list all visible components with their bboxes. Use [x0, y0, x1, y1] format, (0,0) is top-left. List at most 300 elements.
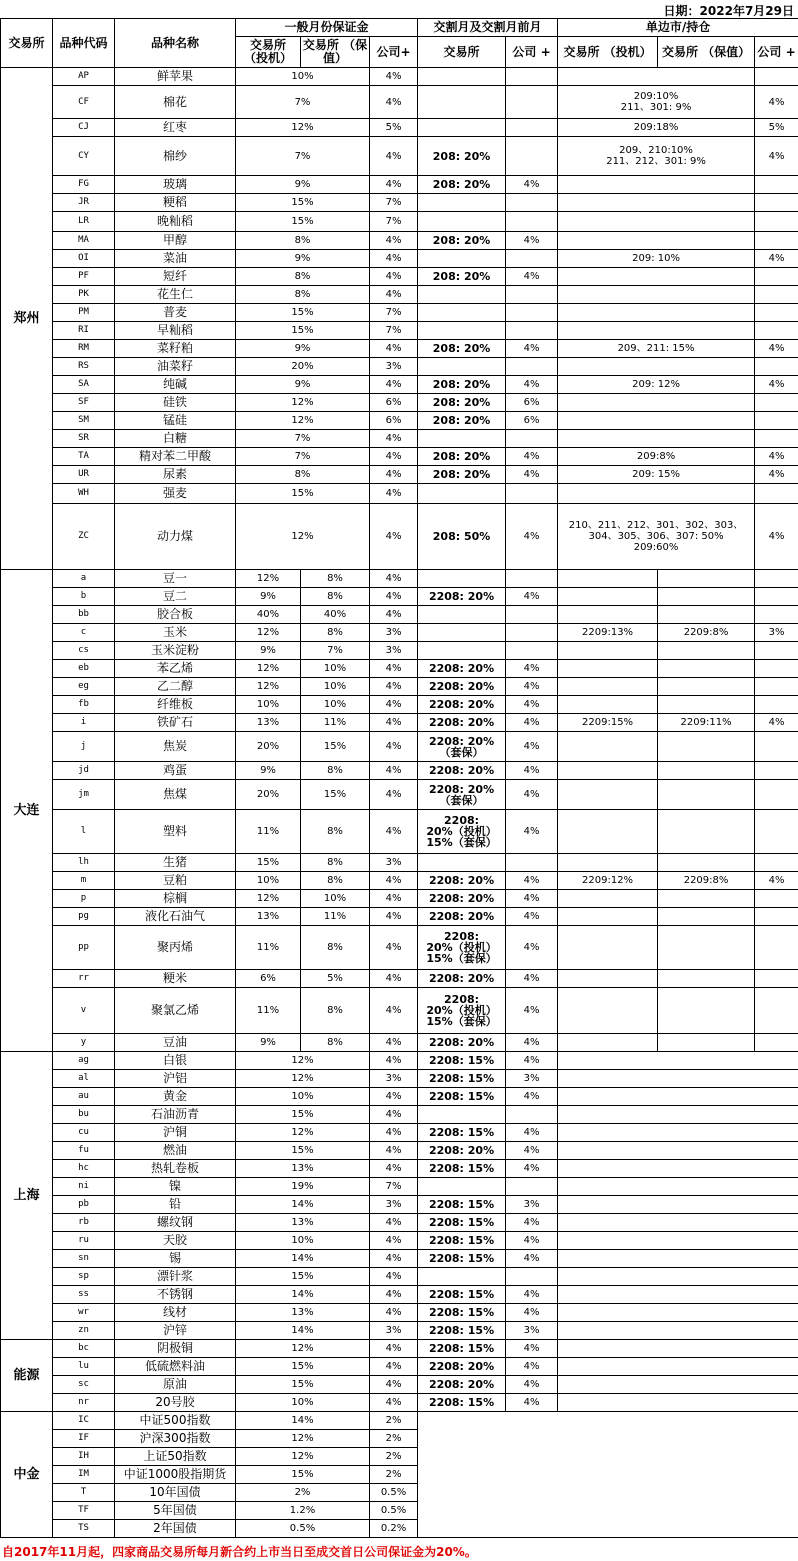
- delivery-ex-margin: 2208: 15%: [418, 1394, 506, 1412]
- unilateral-ex-margin: [558, 412, 755, 430]
- unilateral-company-margin: [755, 678, 798, 696]
- delivery-company-margin: [506, 86, 558, 119]
- delivery-ex-margin: [418, 854, 506, 872]
- unilateral-company-margin: 4%: [755, 137, 798, 176]
- delivery-ex-margin: [418, 606, 506, 624]
- product-code: WH: [53, 484, 115, 504]
- unilateral-ex-spec-margin: [558, 780, 658, 810]
- company-margin: 3%: [370, 642, 418, 660]
- empty-cell: [558, 1322, 798, 1340]
- delivery-company-margin: [506, 119, 558, 137]
- ex-spec-margin: 13%: [236, 908, 301, 926]
- unilateral-ex-hedge-margin: [658, 970, 755, 988]
- table-row: [1, 1052, 798, 1070]
- company-margin: 0.2%: [370, 1520, 418, 1538]
- company-margin: 3%: [370, 1070, 418, 1088]
- company-margin: 4%: [370, 1250, 418, 1268]
- delivery-ex-margin: 208: 20%: [418, 394, 506, 412]
- table-row: [1, 1358, 798, 1376]
- delivery-company-margin: 3%: [506, 1070, 558, 1088]
- delivery-company-margin: [506, 484, 558, 504]
- delivery-ex-margin: [418, 286, 506, 304]
- unilateral-company-margin: [755, 606, 798, 624]
- product-code: wr: [53, 1304, 115, 1322]
- ex-hedge-margin: 11%: [301, 714, 370, 732]
- ex-spec-margin: 11%: [236, 810, 301, 854]
- delivery-ex-margin: 2208: 20%: [418, 714, 506, 732]
- ex-margin: 12%: [236, 412, 370, 430]
- ex-spec-margin: 9%: [236, 588, 301, 606]
- delivery-ex-margin: 2208: 20%: [418, 696, 506, 714]
- product-code: y: [53, 1034, 115, 1052]
- product-name: 玉米: [115, 624, 236, 642]
- table-row: [1, 194, 798, 212]
- delivery-ex-margin: 2208: 20%: [418, 970, 506, 988]
- company-margin: 4%: [370, 1052, 418, 1070]
- exchange-name: 郑州: [1, 68, 53, 570]
- unilateral-company-margin: [755, 588, 798, 606]
- product-name: 强麦: [115, 484, 236, 504]
- delivery-ex-margin: 2208: 15%: [418, 1052, 506, 1070]
- ex-margin: 15%: [236, 484, 370, 504]
- product-name: 粳米: [115, 970, 236, 988]
- ex-margin: 12%: [236, 1070, 370, 1088]
- delivery-ex-margin: 2208: 20% （套保）: [418, 732, 506, 762]
- delivery-ex-margin: [418, 86, 506, 119]
- delivery-company-margin: [506, 430, 558, 448]
- product-code: zn: [53, 1322, 115, 1340]
- product-code: PM: [53, 304, 115, 322]
- unilateral-ex-hedge-margin: 2209:8%: [658, 872, 755, 890]
- table-row: [1, 1232, 798, 1250]
- unilateral-company-margin: 4%: [755, 86, 798, 119]
- product-code: IC: [53, 1412, 115, 1430]
- delivery-company-margin: 4%: [506, 1250, 558, 1268]
- table-row: [1, 1268, 798, 1286]
- table-row: [1, 176, 798, 194]
- unilateral-company-margin: [755, 358, 798, 376]
- ex-spec-margin: 12%: [236, 660, 301, 678]
- unilateral-ex-hedge-margin: [658, 660, 755, 678]
- company-margin: 4%: [370, 232, 418, 250]
- product-name: 焦炭: [115, 732, 236, 762]
- ex-hedge-margin: 8%: [301, 624, 370, 642]
- empty-cell: [558, 1232, 798, 1250]
- delivery-ex-margin: 2208: 20%: [418, 660, 506, 678]
- product-name: 红枣: [115, 119, 236, 137]
- product-code: FG: [53, 176, 115, 194]
- product-name: 苯乙烯: [115, 660, 236, 678]
- empty-cell: [558, 1376, 798, 1394]
- header-ex-hedge: 交易所 （保值）: [301, 37, 370, 68]
- product-name: 20号胶: [115, 1394, 236, 1412]
- table-row: [1, 1322, 798, 1340]
- product-code: TA: [53, 448, 115, 466]
- delivery-company-margin: [506, 1178, 558, 1196]
- ex-margin: 15%: [236, 194, 370, 212]
- unilateral-ex-hedge-margin: [658, 810, 755, 854]
- empty-cell: [558, 1178, 798, 1196]
- header-uni-company: 公司 +: [755, 37, 798, 68]
- delivery-company-margin: 4%: [506, 1214, 558, 1232]
- unilateral-company-margin: [755, 732, 798, 762]
- unilateral-ex-hedge-margin: [658, 854, 755, 872]
- delivery-ex-margin: 2208: 15%: [418, 1124, 506, 1142]
- table-row: [1, 624, 798, 642]
- company-margin: 4%: [370, 890, 418, 908]
- delivery-ex-margin: 2208: 15%: [418, 1304, 506, 1322]
- product-name: 白银: [115, 1052, 236, 1070]
- product-code: sp: [53, 1268, 115, 1286]
- product-name: 棕榈: [115, 890, 236, 908]
- product-code: UR: [53, 466, 115, 484]
- company-margin: 4%: [370, 678, 418, 696]
- delivery-company-margin: 4%: [506, 1088, 558, 1106]
- product-code: RI: [53, 322, 115, 340]
- unilateral-ex-hedge-margin: [658, 1034, 755, 1052]
- table-row: [1, 588, 798, 606]
- product-name: 鸡蛋: [115, 762, 236, 780]
- header-delivery-month: 交割月及交割月前月: [418, 19, 558, 37]
- exchange-name: 能源: [1, 1340, 53, 1412]
- ex-margin: 7%: [236, 448, 370, 466]
- product-code: MA: [53, 232, 115, 250]
- delivery-ex-margin: [418, 250, 506, 268]
- delivery-ex-margin: 2208: 20%: [418, 588, 506, 606]
- delivery-company-margin: 6%: [506, 394, 558, 412]
- unilateral-company-margin: [755, 780, 798, 810]
- ex-margin: 15%: [236, 1466, 370, 1484]
- product-name: 2年国债: [115, 1520, 236, 1538]
- table-row: [1, 1178, 798, 1196]
- product-name: 甲醇: [115, 232, 236, 250]
- product-name: 不锈钢: [115, 1286, 236, 1304]
- delivery-ex-margin: 208: 20%: [418, 137, 506, 176]
- unilateral-company-margin: 4%: [755, 376, 798, 394]
- delivery-company-margin: 4%: [506, 232, 558, 250]
- delivery-ex-margin: [418, 212, 506, 232]
- delivery-ex-margin: 208: 20%: [418, 268, 506, 286]
- delivery-company-margin: 4%: [506, 762, 558, 780]
- unilateral-ex-spec-margin: 2209:13%: [558, 624, 658, 642]
- unilateral-ex-margin: [558, 322, 755, 340]
- empty-cell: [558, 1088, 798, 1106]
- delivery-company-margin: [506, 137, 558, 176]
- ex-margin: 12%: [236, 1430, 370, 1448]
- delivery-company-margin: 4%: [506, 268, 558, 286]
- table-row: [1, 606, 798, 624]
- product-name: 中证500指数: [115, 1412, 236, 1430]
- unilateral-ex-spec-margin: [558, 606, 658, 624]
- delivery-company-margin: [506, 286, 558, 304]
- delivery-company-margin: 4%: [506, 588, 558, 606]
- table-row: [1, 1124, 798, 1142]
- unilateral-ex-hedge-margin: [658, 588, 755, 606]
- product-name: 黄金: [115, 1088, 236, 1106]
- header-unilateral: 单边市/持仓: [558, 19, 798, 37]
- ex-spec-margin: 15%: [236, 854, 301, 872]
- delivery-company-margin: [506, 1268, 558, 1286]
- delivery-ex-margin: [418, 119, 506, 137]
- delivery-ex-margin: 208: 20%: [418, 376, 506, 394]
- unilateral-company-margin: [755, 232, 798, 250]
- product-name: 阴极铜: [115, 1340, 236, 1358]
- unilateral-company-margin: [755, 854, 798, 872]
- product-name: 沪深300指数: [115, 1430, 236, 1448]
- product-code: al: [53, 1070, 115, 1088]
- company-margin: 4%: [370, 286, 418, 304]
- delivery-company-margin: [506, 250, 558, 268]
- table-row: [1, 714, 798, 732]
- delivery-ex-margin: 208: 20%: [418, 340, 506, 358]
- company-margin: 4%: [370, 908, 418, 926]
- delivery-company-margin: 4%: [506, 926, 558, 970]
- product-code: fb: [53, 696, 115, 714]
- ex-hedge-margin: 8%: [301, 588, 370, 606]
- table-row: [1, 988, 798, 1034]
- unilateral-ex-hedge-margin: [658, 890, 755, 908]
- unilateral-ex-spec-margin: [558, 588, 658, 606]
- delivery-company-margin: 4%: [506, 1394, 558, 1412]
- table-row: [1, 926, 798, 970]
- table-row: [1, 642, 798, 660]
- empty-cell: [558, 1124, 798, 1142]
- product-code: sc: [53, 1376, 115, 1394]
- ex-hedge-margin: 8%: [301, 810, 370, 854]
- delivery-company-margin: 4%: [506, 678, 558, 696]
- company-margin: 2%: [370, 1412, 418, 1430]
- product-name: 花生仁: [115, 286, 236, 304]
- ex-margin: 10%: [236, 1394, 370, 1412]
- unilateral-ex-hedge-margin: [658, 570, 755, 588]
- company-margin: 4%: [370, 504, 418, 570]
- header-uni-ex-spec: 交易所 （投机）: [558, 37, 658, 68]
- table-row: [1, 1286, 798, 1304]
- delivery-ex-margin: 208: 20%: [418, 466, 506, 484]
- ex-margin: 15%: [236, 1106, 370, 1124]
- product-name: 锡: [115, 1250, 236, 1268]
- ex-margin: 15%: [236, 304, 370, 322]
- delivery-ex-margin: [418, 624, 506, 642]
- header-exchange: 交易所: [1, 19, 53, 68]
- table-row: [1, 504, 798, 570]
- product-name: 玻璃: [115, 176, 236, 194]
- unilateral-ex-margin: [558, 68, 755, 86]
- ex-margin: 19%: [236, 1178, 370, 1196]
- unilateral-company-margin: 3%: [755, 624, 798, 642]
- empty-cell: [558, 1394, 798, 1412]
- unilateral-ex-spec-margin: [558, 988, 658, 1034]
- delivery-company-margin: 4%: [506, 1034, 558, 1052]
- unilateral-ex-margin: [558, 286, 755, 304]
- delivery-ex-margin: 2208: 20%（投机） 15%（套保）: [418, 926, 506, 970]
- company-margin: 4%: [370, 714, 418, 732]
- table-row: [1, 1250, 798, 1268]
- unilateral-ex-margin: [558, 430, 755, 448]
- product-name: 棉纱: [115, 137, 236, 176]
- unilateral-company-margin: [755, 642, 798, 660]
- product-name: 豆油: [115, 1034, 236, 1052]
- delivery-ex-margin: 2208: 20%: [418, 908, 506, 926]
- product-code: m: [53, 872, 115, 890]
- ex-margin: 9%: [236, 376, 370, 394]
- ex-hedge-margin: 8%: [301, 762, 370, 780]
- delivery-company-margin: 3%: [506, 1322, 558, 1340]
- product-name: 短纤: [115, 268, 236, 286]
- product-name: 聚氯乙烯: [115, 988, 236, 1034]
- ex-spec-margin: 9%: [236, 762, 301, 780]
- delivery-company-margin: 4%: [506, 872, 558, 890]
- delivery-company-margin: 4%: [506, 1124, 558, 1142]
- product-name: 白糖: [115, 430, 236, 448]
- table-row: [1, 678, 798, 696]
- table-row: [1, 732, 798, 762]
- header-company: 公司+: [370, 37, 418, 68]
- company-margin: 4%: [370, 466, 418, 484]
- delivery-ex-margin: 2208: 20%: [418, 872, 506, 890]
- product-code: cu: [53, 1124, 115, 1142]
- table-row: [1, 890, 798, 908]
- unilateral-ex-hedge-margin: [658, 780, 755, 810]
- delivery-company-margin: [506, 606, 558, 624]
- unilateral-company-margin: 4%: [755, 250, 798, 268]
- unilateral-ex-spec-margin: [558, 570, 658, 588]
- company-margin: 4%: [370, 1124, 418, 1142]
- unilateral-company-margin: 4%: [755, 340, 798, 358]
- header-uni-ex-hedge: 交易所 （保值）: [658, 37, 755, 68]
- delivery-ex-margin: 208: 20%: [418, 232, 506, 250]
- ex-margin: 12%: [236, 394, 370, 412]
- unilateral-ex-margin: [558, 268, 755, 286]
- company-margin: 7%: [370, 304, 418, 322]
- unilateral-ex-margin: 209: 10%: [558, 250, 755, 268]
- delivery-company-margin: 4%: [506, 1376, 558, 1394]
- product-name: 硅铁: [115, 394, 236, 412]
- product-name: 铅: [115, 1196, 236, 1214]
- delivery-company-margin: 6%: [506, 412, 558, 430]
- delivery-ex-margin: 2208: 20%: [418, 1358, 506, 1376]
- table-row: [1, 1412, 798, 1430]
- table-row: [1, 212, 798, 232]
- delivery-company-margin: [506, 854, 558, 872]
- product-code: eg: [53, 678, 115, 696]
- product-code: lh: [53, 854, 115, 872]
- product-code: eb: [53, 660, 115, 678]
- product-name: 螺纹钢: [115, 1214, 236, 1232]
- table-row: [1, 872, 798, 890]
- product-code: SM: [53, 412, 115, 430]
- delivery-ex-margin: 208: 20%: [418, 412, 506, 430]
- delivery-ex-margin: 2208: 20%（投机） 15%（套保）: [418, 810, 506, 854]
- product-name: 粳稻: [115, 194, 236, 212]
- empty-cell: [558, 1070, 798, 1088]
- ex-hedge-margin: 15%: [301, 732, 370, 762]
- ex-margin: 8%: [236, 466, 370, 484]
- unilateral-company-margin: [755, 1034, 798, 1052]
- company-margin: 4%: [370, 660, 418, 678]
- ex-margin: 14%: [236, 1196, 370, 1214]
- company-margin: 3%: [370, 854, 418, 872]
- product-code: hc: [53, 1160, 115, 1178]
- ex-hedge-margin: 11%: [301, 908, 370, 926]
- product-code: v: [53, 988, 115, 1034]
- ex-spec-margin: 10%: [236, 872, 301, 890]
- product-code: SA: [53, 376, 115, 394]
- unilateral-company-margin: [755, 696, 798, 714]
- delivery-ex-margin: [418, 304, 506, 322]
- unilateral-ex-margin: [558, 232, 755, 250]
- table-row: [1, 232, 798, 250]
- unilateral-ex-spec-margin: [558, 678, 658, 696]
- unilateral-ex-spec-margin: [558, 926, 658, 970]
- product-code: RS: [53, 358, 115, 376]
- product-code: bc: [53, 1340, 115, 1358]
- table-row: [1, 86, 798, 119]
- product-name: 液化石油气: [115, 908, 236, 926]
- company-margin: 4%: [370, 1394, 418, 1412]
- company-margin: 4%: [370, 1232, 418, 1250]
- product-name: 焦煤: [115, 780, 236, 810]
- product-code: T: [53, 1484, 115, 1502]
- ex-margin: 14%: [236, 1412, 370, 1430]
- table-row: [1, 466, 798, 484]
- table-row: [1, 696, 798, 714]
- ex-spec-margin: 6%: [236, 970, 301, 988]
- company-margin: 4%: [370, 696, 418, 714]
- product-code: pb: [53, 1196, 115, 1214]
- table-row: [1, 376, 798, 394]
- table-row: [1, 570, 798, 588]
- unilateral-ex-hedge-margin: 2209:11%: [658, 714, 755, 732]
- delivery-company-margin: 4%: [506, 1304, 558, 1322]
- table-row: [1, 1376, 798, 1394]
- header-general-margin: 一般月份保证金: [236, 19, 418, 37]
- ex-hedge-margin: 5%: [301, 970, 370, 988]
- ex-margin: 9%: [236, 250, 370, 268]
- unilateral-company-margin: [755, 304, 798, 322]
- unilateral-company-margin: [755, 926, 798, 970]
- product-name: 豆一: [115, 570, 236, 588]
- ex-hedge-margin: 8%: [301, 988, 370, 1034]
- empty-cell: [558, 1160, 798, 1178]
- company-margin: 4%: [370, 1286, 418, 1304]
- delivery-company-margin: 4%: [506, 696, 558, 714]
- unilateral-company-margin: [755, 322, 798, 340]
- delivery-ex-margin: [418, 1178, 506, 1196]
- delivery-ex-margin: 2208: 15%: [418, 1340, 506, 1358]
- unilateral-ex-hedge-margin: [658, 762, 755, 780]
- company-margin: 4%: [370, 484, 418, 504]
- product-name: 热轧卷板: [115, 1160, 236, 1178]
- unilateral-company-margin: [755, 570, 798, 588]
- product-code: a: [53, 570, 115, 588]
- company-margin: 2%: [370, 1448, 418, 1466]
- unilateral-company-margin: [755, 194, 798, 212]
- product-name: 聚丙烯: [115, 926, 236, 970]
- ex-hedge-margin: 8%: [301, 872, 370, 890]
- empty-cell: [418, 1412, 798, 1538]
- ex-margin: 13%: [236, 1304, 370, 1322]
- unilateral-company-margin: 4%: [755, 466, 798, 484]
- ex-spec-margin: 11%: [236, 926, 301, 970]
- company-margin: 4%: [370, 1268, 418, 1286]
- unilateral-ex-spec-margin: [558, 810, 658, 854]
- company-margin: 3%: [370, 358, 418, 376]
- table-row: [1, 1070, 798, 1088]
- product-code: au: [53, 1088, 115, 1106]
- delivery-company-margin: 4%: [506, 714, 558, 732]
- ex-margin: 14%: [236, 1286, 370, 1304]
